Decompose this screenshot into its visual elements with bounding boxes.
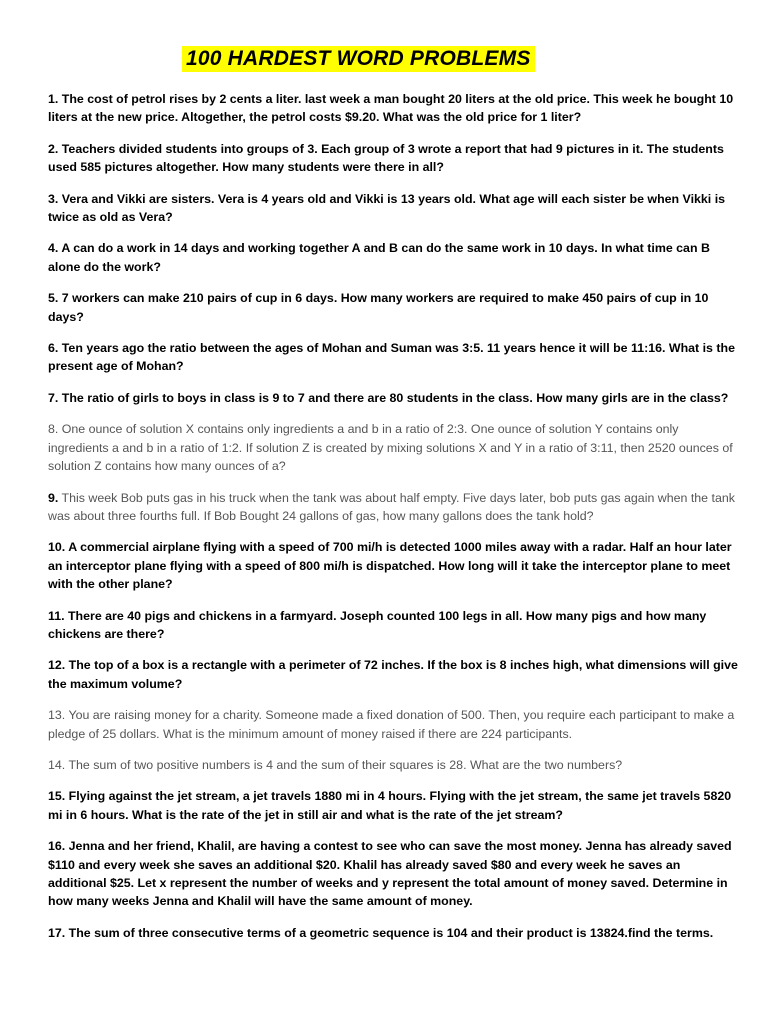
problem-17: 17. The sum of three consecutive terms of a geometric sequence is 104 and their product is 13824.find the terms. bbox=[48, 925, 714, 940]
problem-9-number: 9. bbox=[48, 490, 59, 505]
problem-14: 14. The sum of two positive numbers is 4 and the sum of their squares is 28. What are the two numbers? bbox=[48, 757, 623, 772]
problem-list bbox=[48, 90, 738, 955]
problem-12: 12. The top of a box is a rectangle with a perimeter of 72 inches. If the box is 8 inches high, what dimensions will give the maximum volume? bbox=[48, 658, 738, 691]
problem-2: 2. Teachers divided students into groups of 3. Each group of 3 wrote a report that had 9 pictures in it. The students used 585 pictures altogether. How many students were there in all? bbox=[48, 141, 724, 175]
problem-5: 5. 7 workers can make 210 pairs of cup in 6 days. How many workers are required to make 450 pairs of cup in 10 days? bbox=[48, 291, 709, 324]
problem-11: 11. There are 40 pigs and chickens in a farmyard. Joseph counted 100 legs in all. How many pigs and how many chickens are there? bbox=[48, 608, 707, 641]
problem-8: 8. One ounce of solution X contains only ingredients a and b in a ratio of 2:3. One ounce of solution Y contains only ingredients a and b in a ratio of 1:2. If solution Z is created by mixing solutions X and Y in a ratio of 3:11, then 2520 ounces of solution Z contains how many ounces of a? bbox=[48, 422, 733, 474]
problem-15: 15. Flying against the jet stream, a jet travels 1880 mi in 4 hours. Flying with the jet stream, the same jet travels 5820 mi in 6 hours. What is the rate of the jet in still air and what is the rate of the jet stream? bbox=[48, 789, 732, 822]
problem-7: 7. The ratio of girls to boys in class is 9 to 7 and there are 80 students in the class. How many girls are in the class? bbox=[48, 390, 729, 405]
title-container bbox=[182, 46, 535, 72]
problem-3: 3. Vera and Vikki are sisters. Vera is 4 years old and Vikki is 13 years old. What age will each sister be when Vikki is twice as old as Vera? bbox=[48, 191, 726, 225]
problem-4: 4. A can do a work in 14 days and working together A and B can do the same work in 10 days. In what time can B alone do the work? bbox=[48, 241, 710, 274]
problem-10: 10. A commercial airplane flying with a speed of 700 mi/h is detected 1000 miles away with a radar. Half an hour later an interceptor plane flying with a speed of 800 mi/h is dispatched. How long will it take the interceptor plane to meet with the other plane? bbox=[48, 540, 732, 592]
problem-9 bbox=[48, 489, 738, 526]
problem-1: 1. The cost of petrol rises by 2 cents a liter. last week a man bought 20 liters at the old price. This week he bought 10 liters at the new price. Altogether, the petrol costs $9.20. What was the old price for 1 liter? bbox=[48, 92, 734, 125]
problem-13: 13. You are raising money for a charity. Someone made a fixed donation of 500. Then, you require each participant to make a pledge of 25 dollars. What is the minimum amount of money raised if there are 224 participants. bbox=[48, 708, 735, 741]
page-title: 100 HARDEST WORD PROBLEMS bbox=[182, 46, 535, 72]
problem-16: 16. Jenna and her friend, Khalil, are having a contest to see who can save the most money. Jenna has already saved $110 and every week she saves an additional $20. Khalil has already saved $80 and every week he saves an additional $25. Let x represent the number of weeks and y represent the total amount of money saved. Determine in how many weeks Jenna and Khalil will have the same amount of money. bbox=[48, 839, 732, 909]
problem-9-text: This week Bob puts gas in his truck when the tank was about half empty. Five days later, bob puts gas again when the tank was about three fourths full. If Bob Bought 24 gallons of gas, how many gallons does the tank hold? bbox=[48, 490, 735, 523]
problem-6: 6. Ten years ago the ratio between the ages of Mohan and Suman was 3:5. 11 years hence it will be 11:16. What is the present age of Mohan? bbox=[48, 341, 735, 374]
